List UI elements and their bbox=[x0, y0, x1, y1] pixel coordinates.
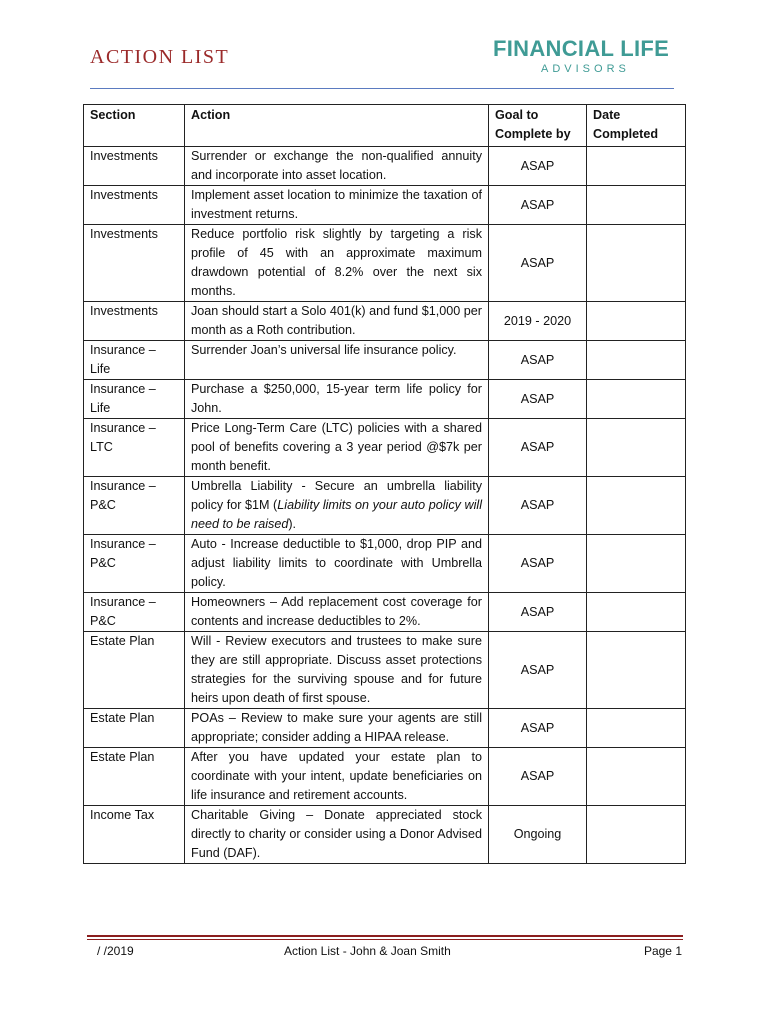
cell-goal: Ongoing bbox=[489, 806, 587, 864]
action-text: Umbrella Liability - Secure an umbrella liability policy for $1M ( bbox=[191, 479, 482, 512]
cell-date-completed[interactable] bbox=[587, 341, 686, 380]
cell-section: Investments bbox=[84, 302, 185, 341]
column-header-date: Date Completed bbox=[587, 105, 686, 147]
cell-date-completed[interactable] bbox=[587, 748, 686, 806]
logo-wordmark: FINANCIAL LIFE bbox=[493, 36, 670, 61]
cell-section: Estate Plan bbox=[84, 632, 185, 709]
cell-action: Surrender Joan’s universal life insurance policy. bbox=[185, 341, 489, 380]
action-note-italic: Liability limits on your auto policy will need to be raised bbox=[191, 498, 482, 531]
cell-goal: ASAP bbox=[489, 186, 587, 225]
cell-section: Insurance – Life bbox=[84, 341, 185, 380]
cell-section: Investments bbox=[84, 186, 185, 225]
cell-goal: ASAP bbox=[489, 147, 587, 186]
table-row bbox=[84, 806, 686, 864]
cell-section: Investments bbox=[84, 225, 185, 302]
cell-action: Will - Review executors and trustees to make sure they are still appropriate. Discuss asset protections strategies for the surviving spouse and for future heirs upon death of first spouse. bbox=[185, 632, 489, 709]
cell-goal: ASAP bbox=[489, 709, 587, 748]
table-row bbox=[84, 535, 686, 593]
footer-date: / /2019 bbox=[97, 944, 134, 958]
cell-goal: ASAP bbox=[489, 477, 587, 535]
cell-date-completed[interactable] bbox=[587, 302, 686, 341]
cell-date-completed[interactable] bbox=[587, 477, 686, 535]
cell-action: Price Long-Term Care (LTC) policies with a shared pool of benefits covering a 3 year period @$7k per month benefit. bbox=[185, 419, 489, 477]
cell-section: Insurance – LTC bbox=[84, 419, 185, 477]
cell-section: Estate Plan bbox=[84, 748, 185, 806]
cell-goal: ASAP bbox=[489, 535, 587, 593]
table-row bbox=[84, 302, 686, 341]
cell-date-completed[interactable] bbox=[587, 380, 686, 419]
cell-date-completed[interactable] bbox=[587, 225, 686, 302]
cell-date-completed[interactable] bbox=[587, 419, 686, 477]
cell-section: Insurance – Life bbox=[84, 380, 185, 419]
action-text-end: ). bbox=[288, 517, 297, 531]
cell-goal: ASAP bbox=[489, 632, 587, 709]
table-row bbox=[84, 709, 686, 748]
cell-action: Charitable Giving – Donate appreciated stock directly to charity or consider using a Donor Advised Fund (DAF). bbox=[185, 806, 489, 864]
table-row bbox=[84, 147, 686, 186]
cell-section: Income Tax bbox=[84, 806, 185, 864]
cell-action: After you have updated your estate plan to coordinate with your intent, update beneficiaries on life insurance and retirement accounts. bbox=[185, 748, 489, 806]
column-header-action: Action bbox=[185, 105, 489, 147]
cell-action: Joan should start a Solo 401(k) and fund $1,000 per month as a Roth contribution. bbox=[185, 302, 489, 341]
table-row bbox=[84, 632, 686, 709]
cell-action: POAs – Review to make sure your agents are still appropriate; consider adding a HIPAA release. bbox=[185, 709, 489, 748]
cell-date-completed[interactable] bbox=[587, 186, 686, 225]
action-list-table bbox=[83, 104, 686, 864]
footer-divider-thick bbox=[87, 935, 683, 937]
header-divider bbox=[90, 88, 674, 89]
cell-goal: ASAP bbox=[489, 380, 587, 419]
cell-section: Estate Plan bbox=[84, 709, 185, 748]
cell-date-completed[interactable] bbox=[587, 806, 686, 864]
table-row bbox=[84, 225, 686, 302]
cell-goal: ASAP bbox=[489, 419, 587, 477]
column-header-goal: Goal to Complete by bbox=[489, 105, 587, 147]
table-row bbox=[84, 186, 686, 225]
table-row bbox=[84, 380, 686, 419]
table-row bbox=[84, 419, 686, 477]
cell-date-completed[interactable] bbox=[587, 593, 686, 632]
cell-section: Investments bbox=[84, 147, 185, 186]
cell-action: Implement asset location to minimize the taxation of investment returns. bbox=[185, 186, 489, 225]
company-logo bbox=[493, 36, 678, 80]
page-title: ACTION LIST bbox=[90, 46, 230, 68]
cell-date-completed[interactable] bbox=[587, 535, 686, 593]
table-row bbox=[84, 341, 686, 380]
cell-action: Reduce portfolio risk slightly by targeting a risk profile of 45 with an approximate maximum drawdown potential of 8.2% over the next six months. bbox=[185, 225, 489, 302]
footer-page-number: Page 1 bbox=[643, 944, 682, 958]
cell-goal: ASAP bbox=[489, 341, 587, 380]
cell-goal: ASAP bbox=[489, 748, 587, 806]
footer-document-title: Action List - John & Joan Smith bbox=[284, 944, 451, 958]
cell-goal: ASAP bbox=[489, 593, 587, 632]
cell-date-completed[interactable] bbox=[587, 709, 686, 748]
logo-subtitle: ADVISORS bbox=[541, 63, 630, 75]
cell-section: Insurance – P&C bbox=[84, 535, 185, 593]
cell-action: Purchase a $250,000, 15-year term life policy for John. bbox=[185, 380, 489, 419]
cell-goal: ASAP bbox=[489, 225, 587, 302]
cell-action: Surrender or exchange the non-qualified annuity and incorporate into asset location. bbox=[185, 147, 489, 186]
table-row bbox=[84, 748, 686, 806]
table-row bbox=[84, 477, 686, 535]
footer-divider-thin bbox=[87, 939, 683, 940]
table-header-row bbox=[84, 105, 686, 147]
cell-action bbox=[185, 477, 489, 535]
cell-action: Homeowners – Add replacement cost coverage for contents and increase deductibles to 2%. bbox=[185, 593, 489, 632]
table-row bbox=[84, 593, 686, 632]
cell-section: Insurance – P&C bbox=[84, 477, 185, 535]
column-header-section: Section bbox=[84, 105, 185, 147]
cell-date-completed[interactable] bbox=[587, 147, 686, 186]
cell-date-completed[interactable] bbox=[587, 632, 686, 709]
cell-action: Auto - Increase deductible to $1,000, drop PIP and adjust liability limits to coordinate with Umbrella policy. bbox=[185, 535, 489, 593]
cell-goal: 2019 - 2020 bbox=[489, 302, 587, 341]
cell-section: Insurance – P&C bbox=[84, 593, 185, 632]
